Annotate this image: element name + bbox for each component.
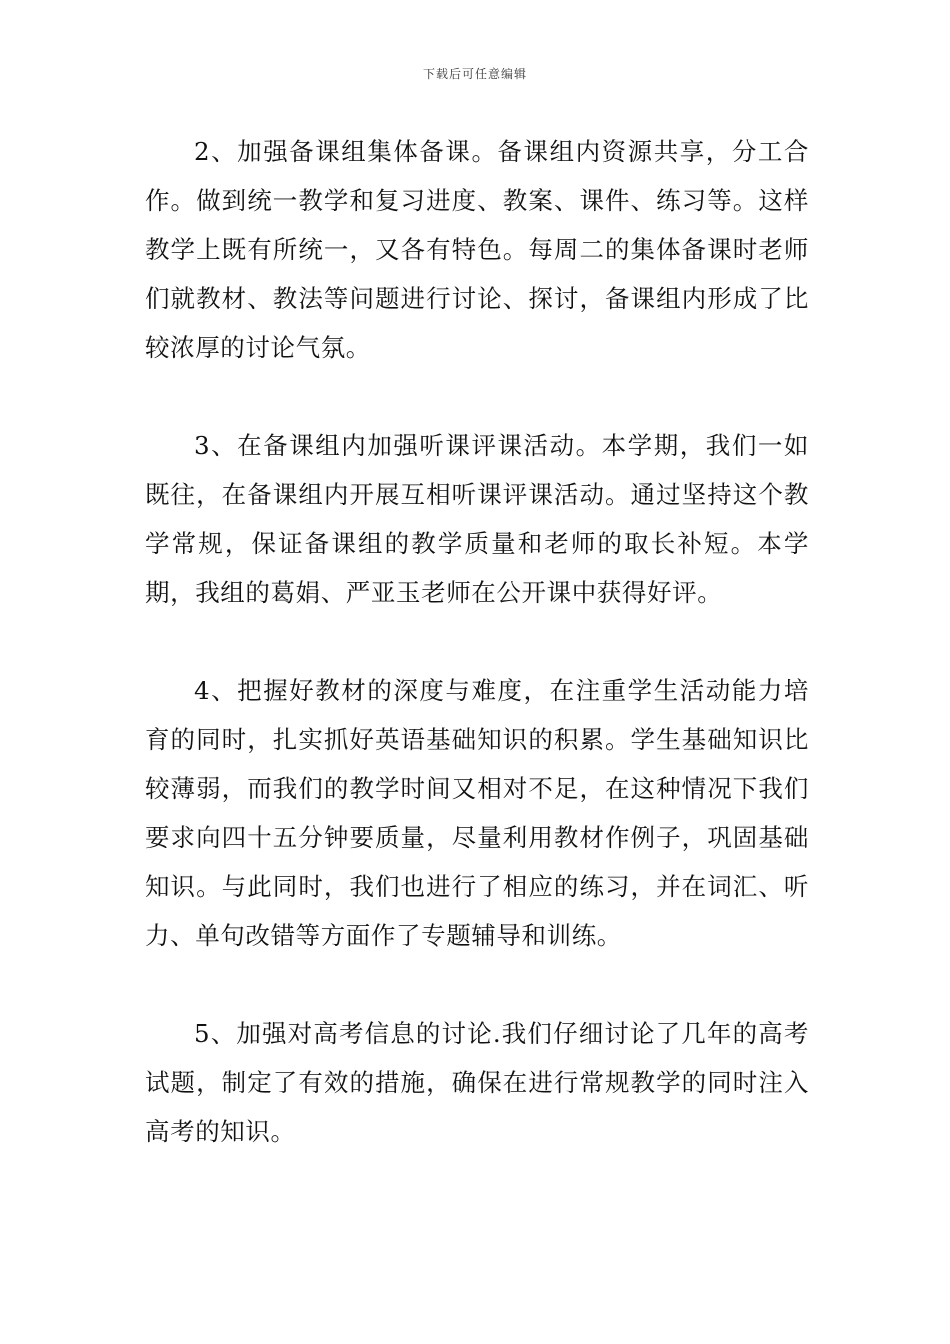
paragraph-4: 4、把握好教材的深度与难度，在注重学生活动能力培育的同时，扎实抓好英语基础知识的积累。学生基础知识比较薄弱，而我们的教学时间又相对不足，在这种情况下我们要求向四十五分钟要质量，尽量利用教材作例子，巩固基础知识。与此同时，我们也进行了相应的练习，并在词汇、听力、单句改错等方面作了专题辅导和训练。: [145, 676, 809, 950]
paragraph-2: 2、加强备课组集体备课。备课组内资源共享，分工合作。做到统一教学和复习进度、教案、课件、练习等。这样教学上既有所统一，又各有特色。每周二的集体备课时老师们就教材、教法等问题进行讨论、探讨，备课组内形成了比较浓厚的讨论气氛。: [145, 137, 809, 362]
paragraph-gap: [145, 960, 809, 1009]
paragraph-gap: [145, 617, 809, 666]
page-header: 下载后可任意编辑: [422, 67, 527, 81]
paragraph-5: 5、加强对高考信息的讨论.我们仔细讨论了几年的高考试题，制定了有效的措施，确保在进行常规教学的同时注入高考的知识。: [145, 1019, 809, 1146]
paragraph-gap: [145, 372, 809, 421]
document-body: [145, 127, 809, 1156]
paragraph-3: 3、在备课组内加强听课评课活动。本学期，我们一如既往，在备课组内开展互相听课评课活动。通过坚持这个教学常规，保证备课组的教学质量和老师的取长补短。本学期，我组的葛娟、严亚玉老师在公开课中获得好评。: [145, 431, 809, 607]
